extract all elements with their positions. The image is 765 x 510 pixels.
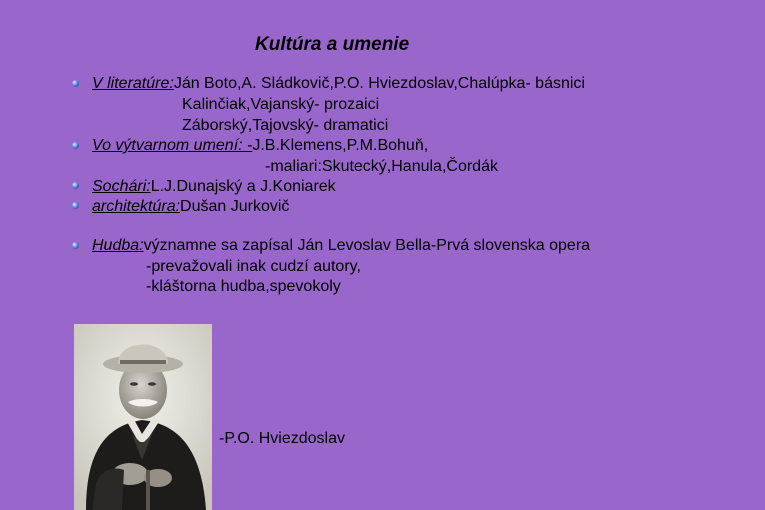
literature-text-3: Záborský,Tajovský- dramatici (182, 117, 389, 134)
literature-line (92, 74, 585, 94)
literature-label: V literatúre: (92, 75, 174, 92)
art-text-1: J.B.Klemens,P.M.Bohuň, (252, 137, 429, 154)
art-label: Vo výtvarnom umení: - (92, 137, 253, 154)
bullet-icon (72, 182, 79, 189)
music-label: Hudba: (92, 237, 144, 254)
music-line (92, 236, 590, 256)
bullet-icon (72, 242, 79, 249)
portrait-photo (74, 324, 212, 510)
literature-text-2: Kalinčiak,Vajanský- prozaici (182, 96, 380, 113)
literature-text-1: Ján Boto,A. Sládkovič,P.O. Hviezdoslav,Chalúpka- básnici (173, 75, 585, 92)
bullet-icon (72, 202, 79, 209)
sculpture-label: Sochári: (92, 178, 151, 195)
sculpture-text: L.J.Dunajský a J.Koniarek (150, 178, 336, 195)
photo-caption: -P.O. Hviezdoslav (219, 430, 345, 447)
bullet-icon (72, 142, 79, 149)
music-text-1: významne sa zapísal Ján Levoslav Bella-Prvá slovenska opera (143, 237, 591, 254)
art-line (92, 136, 428, 156)
architecture-label: architektúra: (92, 198, 181, 215)
music-text-3: -kláštorna hudba,spevokoly (146, 278, 341, 295)
art-text-2: -maliari:Skutecký,Hanula,Čordák (265, 158, 498, 175)
sculpture-line (92, 177, 336, 197)
music-text-2: -prevažovali inak cudzí autory, (146, 258, 361, 275)
bullet-icon (72, 80, 79, 87)
slide-title: Kultúra a umenie (255, 34, 410, 55)
architecture-text: Dušan Jurkovič (180, 198, 290, 215)
architecture-line (92, 197, 289, 217)
